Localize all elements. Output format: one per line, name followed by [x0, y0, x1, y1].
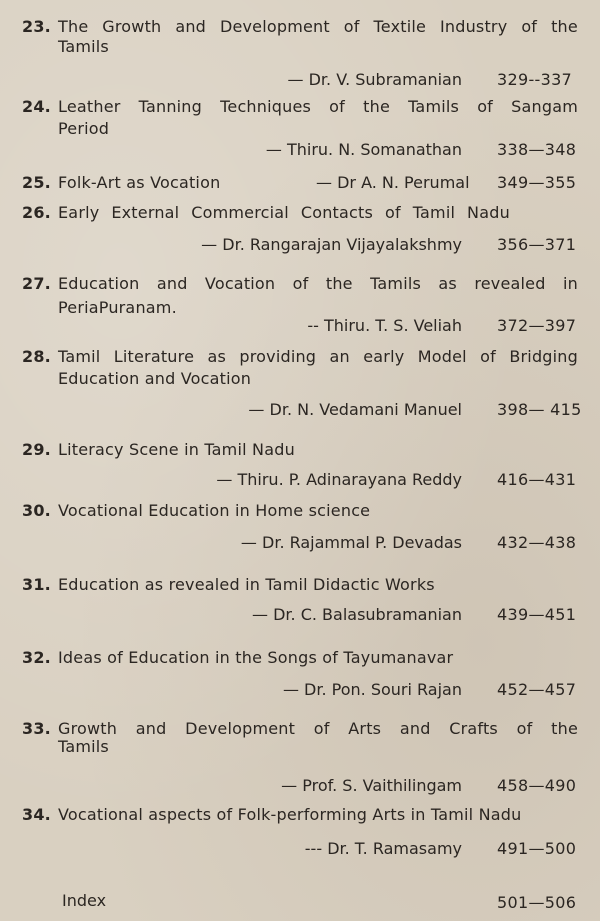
entry-number: 32. — [22, 648, 51, 667]
entry-number: 28. — [22, 347, 51, 366]
entry-author: — Dr. N. Vedamani Manuel — [248, 400, 462, 419]
index-label: Index — [62, 891, 107, 910]
entry-number: 29. — [22, 440, 51, 459]
entry-title: Education as revealed in Tamil Didactic Works — [58, 575, 435, 594]
entry-pages: 458—490 — [497, 776, 577, 795]
entry-title-continued: Education and Vocation — [58, 369, 252, 388]
entry-title: Education and Vocation of the Tamils as revealed in — [58, 274, 578, 293]
entry-title: The Growth and Development of Textile Industry of the — [58, 17, 578, 36]
entry-author: -- Thiru. T. S. Veliah — [307, 316, 462, 335]
entry-pages: 432—438 — [497, 533, 577, 552]
entry-author: — Dr. C. Balasubramanian — [252, 605, 462, 624]
entry-title: Ideas of Education in the Songs of Tayumanavar — [58, 648, 454, 667]
entry-pages: 349—355 — [497, 173, 577, 192]
entry-author: — Dr. Rangarajan Vijayalakshmy — [201, 235, 462, 254]
entry-author: — Thiru. P. Adinarayana Reddy — [216, 470, 462, 489]
entry-title: Tamil Literature as providing an early Model of Bridging — [58, 347, 578, 366]
entry-title-continued: PeriaPuranam. — [58, 298, 177, 317]
entry-pages: 356—371 — [497, 235, 577, 254]
entry-author: — Dr. V. Subramanian — [287, 70, 462, 89]
entry-number: 23. — [22, 17, 51, 36]
entry-author: --- Dr. T. Ramasamy — [304, 839, 462, 858]
entry-number: 25. — [22, 173, 51, 192]
entry-author: — Prof. S. Vaithilingam — [281, 776, 462, 795]
entry-number: 33. — [22, 719, 51, 738]
entry-pages: 372—397 — [497, 316, 577, 335]
entry-pages: 491—500 — [497, 839, 577, 858]
entry-author: — Thiru. N. Somanathan — [265, 140, 462, 159]
entry-pages: 398— 415 — [497, 400, 582, 419]
entry-title: Early External Commercial Contacts of Tamil Nadu — [58, 203, 510, 222]
entry-title: Vocational aspects of Folk-performing Arts in Tamil Nadu — [58, 805, 522, 824]
entry-title-continued: Period — [58, 119, 110, 138]
entry-number: 34. — [22, 805, 51, 824]
entry-author: — Dr. Pon. Souri Rajan — [282, 680, 462, 699]
entry-title: Leather Tanning Techniques of the Tamils of Sangam — [58, 97, 578, 116]
entry-title: Vocational Education in Home science — [58, 501, 371, 520]
index-pages: 501—506 — [497, 893, 577, 912]
entry-number: 27. — [22, 274, 51, 293]
entry-number: 31. — [22, 575, 51, 594]
entry-pages: 452—457 — [497, 680, 577, 699]
entry-number: 30. — [22, 501, 51, 520]
entry-title: Growth and Development of Arts and Crafts of the — [58, 719, 578, 738]
entry-pages: 416—431 — [497, 470, 577, 489]
entry-title-continued: Tamils — [58, 737, 109, 756]
entry-pages: 338—348 — [497, 140, 577, 159]
entry-number: 24. — [22, 97, 51, 116]
entry-title: Folk-Art as Vocation — [58, 173, 221, 192]
entry-pages: 439—451 — [497, 605, 577, 624]
entry-author: — Dr. Rajammal P. Devadas — [240, 533, 462, 552]
entry-pages: 329--337 — [497, 70, 573, 89]
entry-number: 26. — [22, 203, 51, 222]
entry-author: — Dr A. N. Perumal — [316, 173, 470, 192]
entry-title-continued: Tamils — [58, 37, 109, 56]
entry-title: Literacy Scene in Tamil Nadu — [58, 440, 295, 459]
